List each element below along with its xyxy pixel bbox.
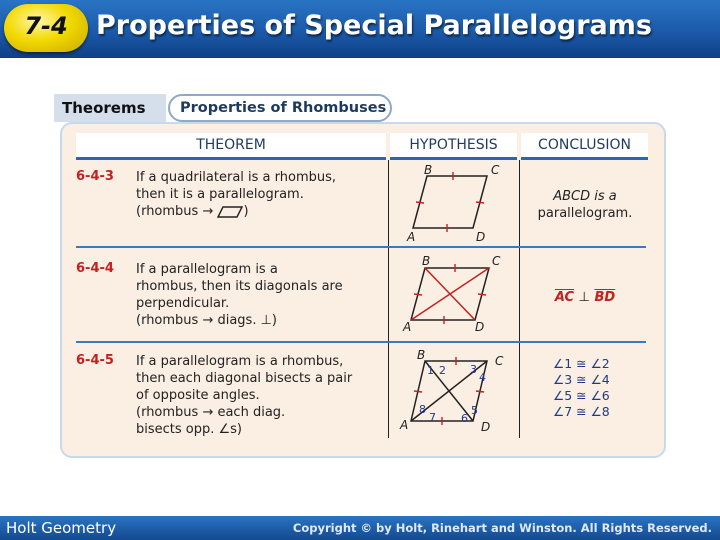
theorem-text xyxy=(136,353,352,438)
vertex-label-b: B xyxy=(422,254,431,268)
theorem-tabs xyxy=(54,94,394,124)
vertex-label-b: B xyxy=(417,348,426,362)
row-divider xyxy=(76,341,646,343)
theorem-line-part: ) xyxy=(243,204,249,219)
theorem-number: 6-4-5 xyxy=(76,353,114,368)
vertex-label-c: C xyxy=(492,254,501,268)
angle-number-3: 3 xyxy=(470,363,477,376)
rhombus-properties-tab: Properties of Rhombuses xyxy=(168,94,392,122)
vertex-label-c: C xyxy=(491,163,500,177)
slide-header xyxy=(0,0,720,58)
theorems-tab: Theorems xyxy=(54,94,166,122)
vertex-label-a: A xyxy=(400,418,409,432)
vertex-label-b: B xyxy=(424,163,433,177)
angle-number-5: 5 xyxy=(471,404,478,417)
angle-pair: ∠7 ≅ ∠8 xyxy=(553,404,610,419)
conclusion-6-4-3 xyxy=(522,188,648,222)
row-divider xyxy=(76,246,646,248)
rhombus-diagonals-figure-6-4-4 xyxy=(395,250,515,338)
angle-number-2: 2 xyxy=(439,364,446,377)
theorem-line: perpendicular. xyxy=(136,296,230,311)
theorem-line: If a quadrilateral is a rhombus, xyxy=(136,170,337,185)
conclusion-line: ABCD is a xyxy=(553,189,617,204)
column-header-conclusion: CONCLUSION xyxy=(521,133,648,160)
theorem-number: 6-4-4 xyxy=(76,261,114,276)
angle-number-1: 1 xyxy=(427,364,434,377)
parallelogram-symbol xyxy=(217,206,243,218)
theorem-line: rhombus, then its diagonals are xyxy=(136,279,343,294)
rhombus-angles-figure-6-4-5 xyxy=(395,345,515,437)
column-header-hypothesis: HYPOTHESIS xyxy=(390,133,517,160)
conclusion-line: parallelogram. xyxy=(537,206,633,221)
vertex-label-a: A xyxy=(407,230,416,244)
theorem-line: If a parallelogram is a rhombus, xyxy=(136,354,344,369)
lesson-badge xyxy=(4,4,88,52)
column-divider xyxy=(388,160,389,438)
theorem-line: (rhombus → diags. ⊥) xyxy=(136,313,277,328)
angle-number-6: 6 xyxy=(461,412,468,425)
theorem-line xyxy=(136,203,336,220)
segment-bd: $\overline{BD}$ xyxy=(594,290,616,305)
theorem-text xyxy=(136,169,336,220)
vertex-label-c: C xyxy=(495,354,504,368)
theorem-line-part: (rhombus → xyxy=(136,204,214,219)
angle-pair: ∠5 ≅ ∠6 xyxy=(553,388,610,403)
slide-title: Properties of Special Parallelograms xyxy=(96,10,652,41)
angle-number-8: 8 xyxy=(419,403,426,416)
theorem-number: 6-4-3 xyxy=(76,169,114,184)
angle-pair: ∠1 ≅ ∠2 xyxy=(553,356,610,371)
vertex-label-d: D xyxy=(476,230,486,244)
vertex-label-a: A xyxy=(403,320,412,334)
theorem-line: (rhombus → each diag. xyxy=(136,405,286,420)
segment-ac: $\overline{AC}$ xyxy=(554,290,575,305)
theorem-line: then each diagonal bisects a pair xyxy=(136,371,353,386)
angle-number-7: 7 xyxy=(429,411,436,424)
theorem-line: bisects opp. ∠s) xyxy=(136,422,243,437)
theorem-text xyxy=(136,261,343,329)
theorem-line: If a parallelogram is a xyxy=(136,262,278,277)
lesson-number: 7-4 xyxy=(24,12,68,40)
vertex-label-d: D xyxy=(475,320,485,334)
perpendicular-symbol: ⊥ xyxy=(578,290,590,305)
copyright-notice: Copyright © by Holt, Rinehart and Winston. All Rights Reserved. xyxy=(292,521,712,535)
theorem-line: then it is a parallelogram. xyxy=(136,187,304,202)
angle-number-4: 4 xyxy=(479,371,486,384)
conclusion-6-4-4 xyxy=(522,289,648,306)
vertex-label-d: D xyxy=(481,420,491,434)
theorem-line: of opposite angles. xyxy=(136,388,260,403)
column-divider xyxy=(519,160,520,438)
slide-footer xyxy=(0,516,720,540)
rhombus-figure-6-4-3 xyxy=(395,160,515,246)
angle-congruence-list xyxy=(553,356,610,420)
column-header-theorem: THEOREM xyxy=(76,133,386,160)
angle-pair: ∠3 ≅ ∠4 xyxy=(553,372,610,387)
publisher-label: Holt Geometry xyxy=(6,519,117,537)
